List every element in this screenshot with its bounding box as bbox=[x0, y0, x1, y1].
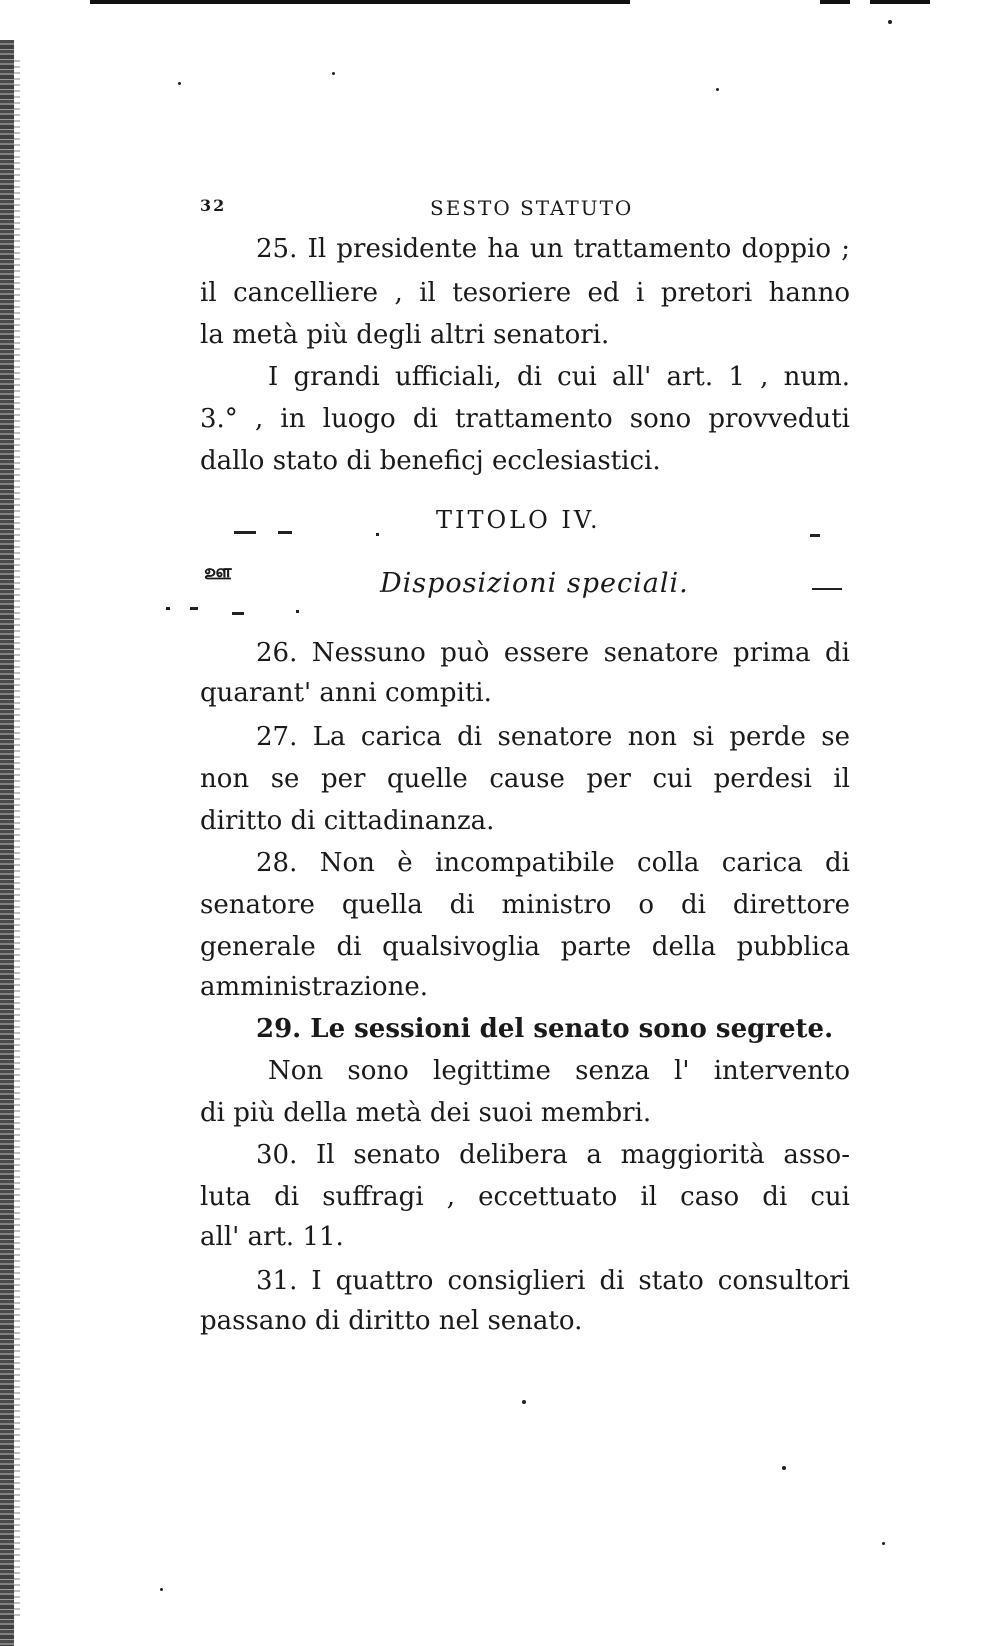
text-line: non se per quelle cause per cui perdesi il bbox=[200, 764, 850, 794]
show-through-mark bbox=[296, 610, 299, 613]
section-title: TITOLO IV. bbox=[436, 506, 601, 534]
text-line: generale di qualsivoglia parte della pubblica bbox=[200, 932, 850, 962]
top-edge-mark bbox=[870, 0, 930, 4]
text-line: di più della metà dei suoi membri. bbox=[200, 1098, 652, 1128]
show-through-mark bbox=[376, 533, 379, 536]
ink-speck bbox=[160, 1588, 163, 1591]
text-line: 27. La carica di senatore non si perde se bbox=[256, 722, 850, 752]
show-through-mark bbox=[166, 607, 170, 610]
text-line: amministrazione. bbox=[200, 972, 428, 1002]
text-line: 26. Nessuno può essere senatore prima di bbox=[256, 638, 850, 668]
show-through-mark bbox=[232, 612, 244, 615]
text-line: 31. I quattro consiglieri di stato consultori bbox=[256, 1266, 850, 1296]
text-line: 30. Il senato delibera a maggiorità asso- bbox=[256, 1140, 850, 1170]
top-edge-mark bbox=[820, 0, 850, 4]
running-title: SESTO STATUTO bbox=[430, 196, 634, 220]
show-through-mark bbox=[278, 531, 292, 534]
ink-speck bbox=[782, 1466, 786, 1470]
text-line: diritto di cittadinanza. bbox=[200, 806, 495, 836]
text-line: 28. Non è incompatibile colla carica di bbox=[256, 848, 850, 878]
text-line: dallo stato di beneficj ecclesiastici. bbox=[200, 446, 661, 476]
ink-speck bbox=[178, 82, 181, 85]
show-through-mark bbox=[810, 534, 820, 537]
text-line: senatore quella di ministro o di direttore bbox=[200, 890, 850, 920]
show-through-mark bbox=[812, 588, 842, 590]
text-line: quarant' anni compiti. bbox=[200, 678, 492, 708]
text-line: la metà più degli altri senatori. bbox=[200, 320, 610, 350]
text-line: 3.° , in luogo di trattamento sono provveduti bbox=[200, 404, 850, 434]
text-line: 29. Le sessioni del senato sono segrete. bbox=[256, 1014, 834, 1044]
text-line: 25. Il presidente ha un trattamento doppio ; bbox=[256, 234, 850, 264]
ink-speck bbox=[888, 20, 892, 24]
ink-speck bbox=[522, 1400, 526, 1404]
section-subtitle: Disposizioni speciali. bbox=[380, 568, 689, 599]
top-edge-rule bbox=[90, 0, 630, 4]
show-through-mark bbox=[190, 607, 198, 610]
book-spine bbox=[0, 40, 14, 1646]
text-line: all' art. 11. bbox=[200, 1222, 344, 1252]
text-line: I grandi ufficiali, di cui all' art. 1 , num. bbox=[268, 362, 850, 392]
text-line: Non sono legittime senza l' intervento bbox=[268, 1056, 850, 1086]
text-line: il cancelliere , il tesoriere ed i pretori hanno bbox=[200, 278, 850, 308]
ink-speck bbox=[332, 72, 335, 75]
text-line: passano di diritto nel senato. bbox=[200, 1306, 583, 1336]
ink-speck bbox=[882, 1542, 885, 1545]
ink-speck bbox=[716, 88, 719, 91]
book-spine-edge bbox=[14, 60, 20, 1620]
margin-mark: ஊ bbox=[204, 560, 231, 585]
page-number: 32 bbox=[200, 196, 227, 215]
text-line: luta di suffragi , eccettuato il caso di cui bbox=[200, 1182, 850, 1212]
show-through-mark bbox=[234, 531, 256, 534]
